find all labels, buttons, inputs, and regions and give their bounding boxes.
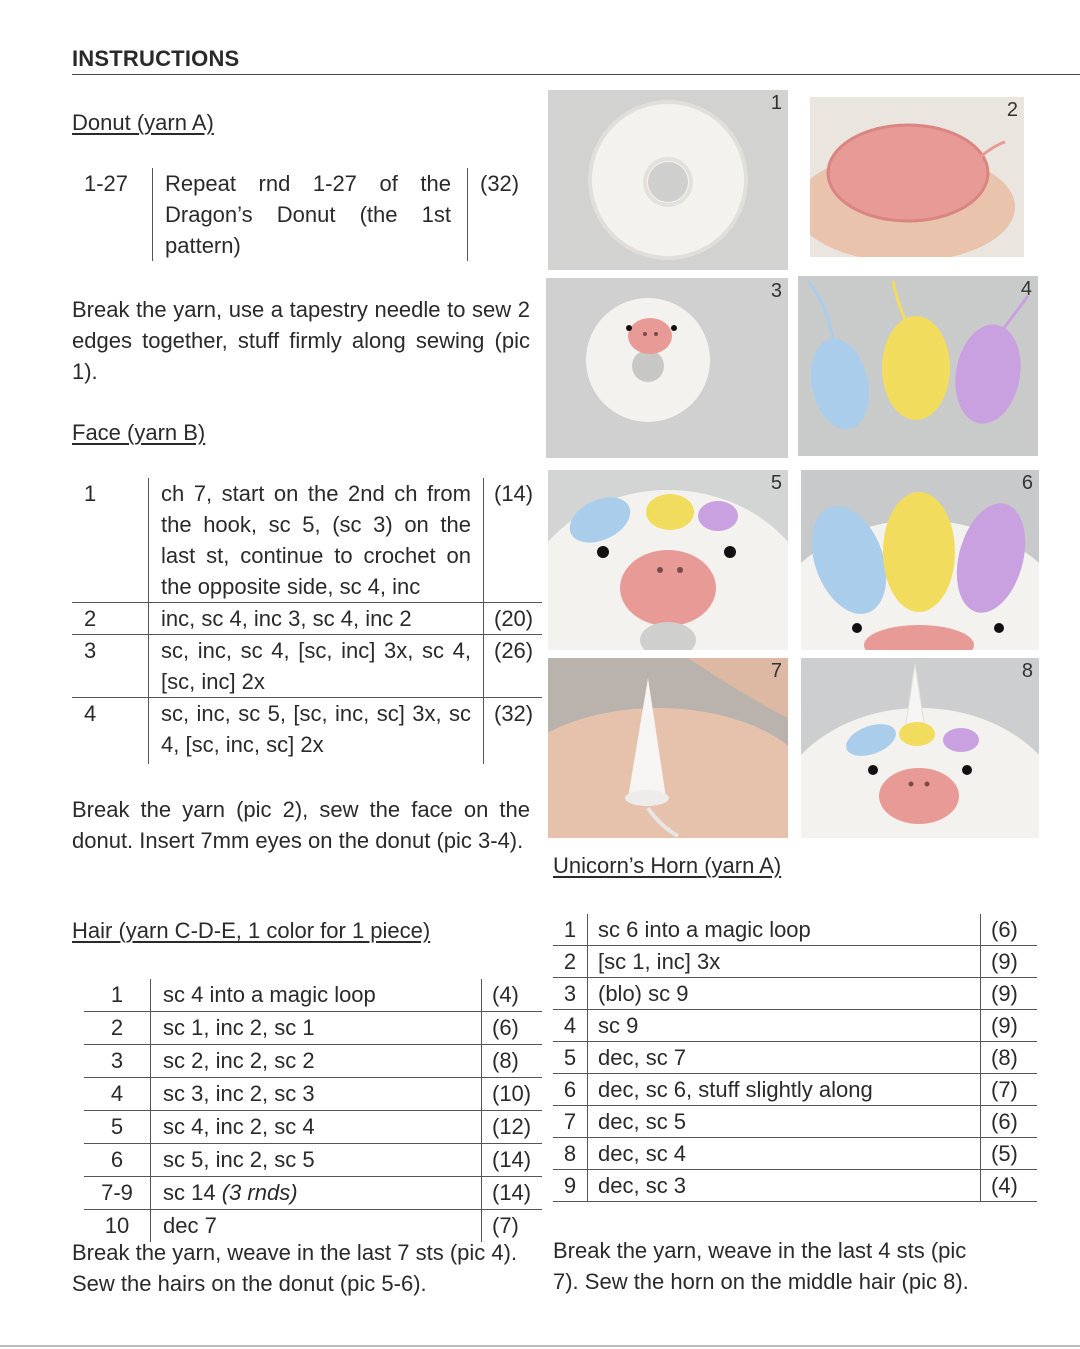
table-row xyxy=(72,635,542,698)
round-instruction: sc 4 into a magic loop xyxy=(151,979,482,1012)
round-number: 2 xyxy=(553,946,588,978)
round-number: 9 xyxy=(553,1170,588,1202)
hair-pieces-image xyxy=(798,276,1038,456)
photo-3-donut-with-face xyxy=(546,278,788,458)
round-number: 4 xyxy=(72,698,149,765)
table-row xyxy=(84,1144,542,1177)
photo-number: 7 xyxy=(770,660,782,682)
photo-number: 8 xyxy=(1021,660,1033,682)
round-number: 5 xyxy=(84,1111,151,1144)
donut-face-image xyxy=(546,278,788,458)
donut-image xyxy=(548,90,788,270)
horn-note-line-2: 7). Sew the horn on the middle hair (pic 8). xyxy=(553,1269,969,1294)
round-instruction: sc 5, inc 2, sc 5 xyxy=(151,1144,482,1177)
round-instruction: sc, inc, sc 4, [sc, inc] 3x, sc 4, [sc, inc] 2x xyxy=(149,635,484,698)
round-number: 3 xyxy=(553,978,588,1010)
table-row xyxy=(553,1042,1037,1074)
stitch-count: (6) xyxy=(981,1106,1038,1138)
table-row xyxy=(84,1177,542,1210)
photo-number: 3 xyxy=(770,280,782,302)
photo-4-hair-pieces xyxy=(798,276,1038,456)
round-number: 7-9 xyxy=(84,1177,151,1210)
round-number: 8 xyxy=(553,1138,588,1170)
horn-note-line-1: Break the yarn, weave in the last 4 sts (pic xyxy=(553,1238,967,1263)
round-instruction: dec, sc 5 xyxy=(588,1106,981,1138)
photo-number: 1 xyxy=(770,92,782,114)
round-instruction: sc 6 into a magic loop xyxy=(588,914,981,946)
hair-table xyxy=(84,979,542,1242)
round-number: 1 xyxy=(553,914,588,946)
stitch-count: (14) xyxy=(482,1177,543,1210)
face-with-hair-image xyxy=(548,470,788,650)
round-instruction: sc 9 xyxy=(588,1010,981,1042)
horn-table xyxy=(553,914,1037,1202)
face-note: Break the yarn (pic 2), sew the face on the donut. Insert 7mm eyes on the donut (pic 3-4). xyxy=(72,797,530,853)
stitch-count: (20) xyxy=(484,603,543,635)
round-number: 7 xyxy=(553,1106,588,1138)
stitch-count: (8) xyxy=(482,1045,543,1078)
round-instruction: (blo) sc 9 xyxy=(588,978,981,1010)
stitch-count: (8) xyxy=(981,1042,1038,1074)
round-instruction: dec, sc 6, stuff slightly along xyxy=(588,1074,981,1106)
table-row xyxy=(84,1012,542,1045)
photo-7-horn xyxy=(548,658,788,838)
table-row xyxy=(84,1078,542,1111)
stitch-count: (7) xyxy=(981,1074,1038,1106)
round-instruction: inc, sc 4, inc 3, sc 4, inc 2 xyxy=(149,603,484,635)
bottom-divider xyxy=(0,1345,1080,1347)
stitch-count: (9) xyxy=(981,978,1038,1010)
horn-image xyxy=(548,658,788,838)
stitch-count: (14) xyxy=(494,481,534,506)
stitch-count: (32) xyxy=(480,171,520,196)
photo-8-finished-unicorn xyxy=(801,658,1039,838)
table-row xyxy=(553,1074,1037,1106)
stitch-count: (5) xyxy=(981,1138,1038,1170)
photo-number: 2 xyxy=(1006,99,1018,121)
table-row xyxy=(84,1111,542,1144)
page-title: INSTRUCTIONS xyxy=(72,46,240,71)
round-number: 4 xyxy=(553,1010,588,1042)
round-instruction: sc, inc, sc 5, [sc, inc, sc] 3x, sc 4, [sc, inc, sc] 2x xyxy=(149,698,484,765)
finished-unicorn-image xyxy=(801,658,1039,838)
round-instruction: sc 1, inc 2, sc 1 xyxy=(151,1012,482,1045)
instruction-italic-note: (3 rnds) xyxy=(221,1180,298,1205)
round-number: 2 xyxy=(72,603,149,635)
round-number: 1 xyxy=(72,478,149,603)
round-instruction: sc 3, inc 2, sc 3 xyxy=(151,1078,482,1111)
round-number: 3 xyxy=(72,635,149,698)
round-number: 1-27 xyxy=(84,171,129,196)
table-row xyxy=(84,1045,542,1078)
table-row xyxy=(553,1138,1037,1170)
stitch-count: (10) xyxy=(482,1078,543,1111)
photo-number: 6 xyxy=(1021,472,1033,494)
hair-heading: Hair (yarn C-D-E, 1 color for 1 piece) xyxy=(72,918,431,943)
round-instruction: dec, sc 3 xyxy=(588,1170,981,1202)
round-instruction: dec, sc 7 xyxy=(588,1042,981,1074)
round-instruction: ch 7, start on the 2nd ch from the hook, sc 5, (sc 3) on the last st, continue to crochet on the opposite side, sc 4, inc xyxy=(149,478,484,603)
photo-2-face-piece xyxy=(810,97,1024,257)
photo-1-donut xyxy=(548,90,788,270)
stitch-count: (9) xyxy=(981,1010,1038,1042)
table-row xyxy=(553,914,1037,946)
table-row xyxy=(553,1170,1037,1202)
round-number: 1 xyxy=(84,979,151,1012)
stitch-count: (6) xyxy=(482,1012,543,1045)
photo-5-face-with-hair xyxy=(548,470,788,650)
table-row xyxy=(553,978,1037,1010)
table-row xyxy=(553,1106,1037,1138)
stitch-count: (4) xyxy=(492,982,519,1007)
table-row xyxy=(72,698,542,765)
round-number: 6 xyxy=(553,1074,588,1106)
hair-note-line-1: Break the yarn, weave in the last 7 sts (pic 4). xyxy=(72,1240,518,1265)
round-instruction: dec 7 xyxy=(151,1210,482,1243)
photo-number: 5 xyxy=(770,472,782,494)
stitch-count: (4) xyxy=(981,1170,1038,1202)
photo-6-hair-closeup xyxy=(801,470,1039,650)
face-table xyxy=(72,478,542,764)
table-row xyxy=(553,946,1037,978)
donut-table xyxy=(80,168,519,261)
round-number: 4 xyxy=(84,1078,151,1111)
round-instruction xyxy=(151,1177,482,1210)
instruction-text: sc 14 xyxy=(163,1180,216,1205)
stitch-count: (26) xyxy=(484,635,543,698)
stitch-count: (12) xyxy=(482,1111,543,1144)
stitch-count: (9) xyxy=(981,946,1038,978)
photo-number: 4 xyxy=(1020,278,1032,300)
round-instruction: dec, sc 4 xyxy=(588,1138,981,1170)
round-instruction: sc 2, inc 2, sc 2 xyxy=(151,1045,482,1078)
stitch-count: (6) xyxy=(991,917,1018,942)
round-number: 6 xyxy=(84,1144,151,1177)
face-piece-image xyxy=(810,97,1024,257)
round-instruction: sc 4, inc 2, sc 4 xyxy=(151,1111,482,1144)
title-divider xyxy=(72,74,1080,75)
stitch-count: (14) xyxy=(482,1144,543,1177)
round-instruction: [sc 1, inc] 3x xyxy=(588,946,981,978)
donut-note: Break the yarn, use a tapestry needle to sew 2 edges together, stuff firmly along sewing (pic 1). xyxy=(72,297,530,384)
face-heading: Face (yarn B) xyxy=(72,420,206,445)
table-row xyxy=(84,979,542,1012)
round-number: 2 xyxy=(84,1012,151,1045)
horn-heading: Unicorn’s Horn (yarn A) xyxy=(553,853,782,878)
round-instruction: Repeat rnd 1-27 of the Dragon’s Donut (the 1st pattern) xyxy=(153,168,468,261)
table-row xyxy=(72,603,542,635)
hair-closeup-image xyxy=(801,470,1039,650)
hair-note-line-2: Sew the hairs on the donut (pic 5-6). xyxy=(72,1271,427,1296)
table-row xyxy=(72,478,542,603)
stitch-count: (32) xyxy=(484,698,543,765)
round-number: 5 xyxy=(553,1042,588,1074)
stitch-count: (7) xyxy=(482,1210,543,1243)
table-row xyxy=(80,168,519,261)
round-number: 10 xyxy=(84,1210,151,1243)
table-row xyxy=(553,1010,1037,1042)
round-number: 3 xyxy=(84,1045,151,1078)
donut-heading: Donut (yarn A) xyxy=(72,110,214,135)
